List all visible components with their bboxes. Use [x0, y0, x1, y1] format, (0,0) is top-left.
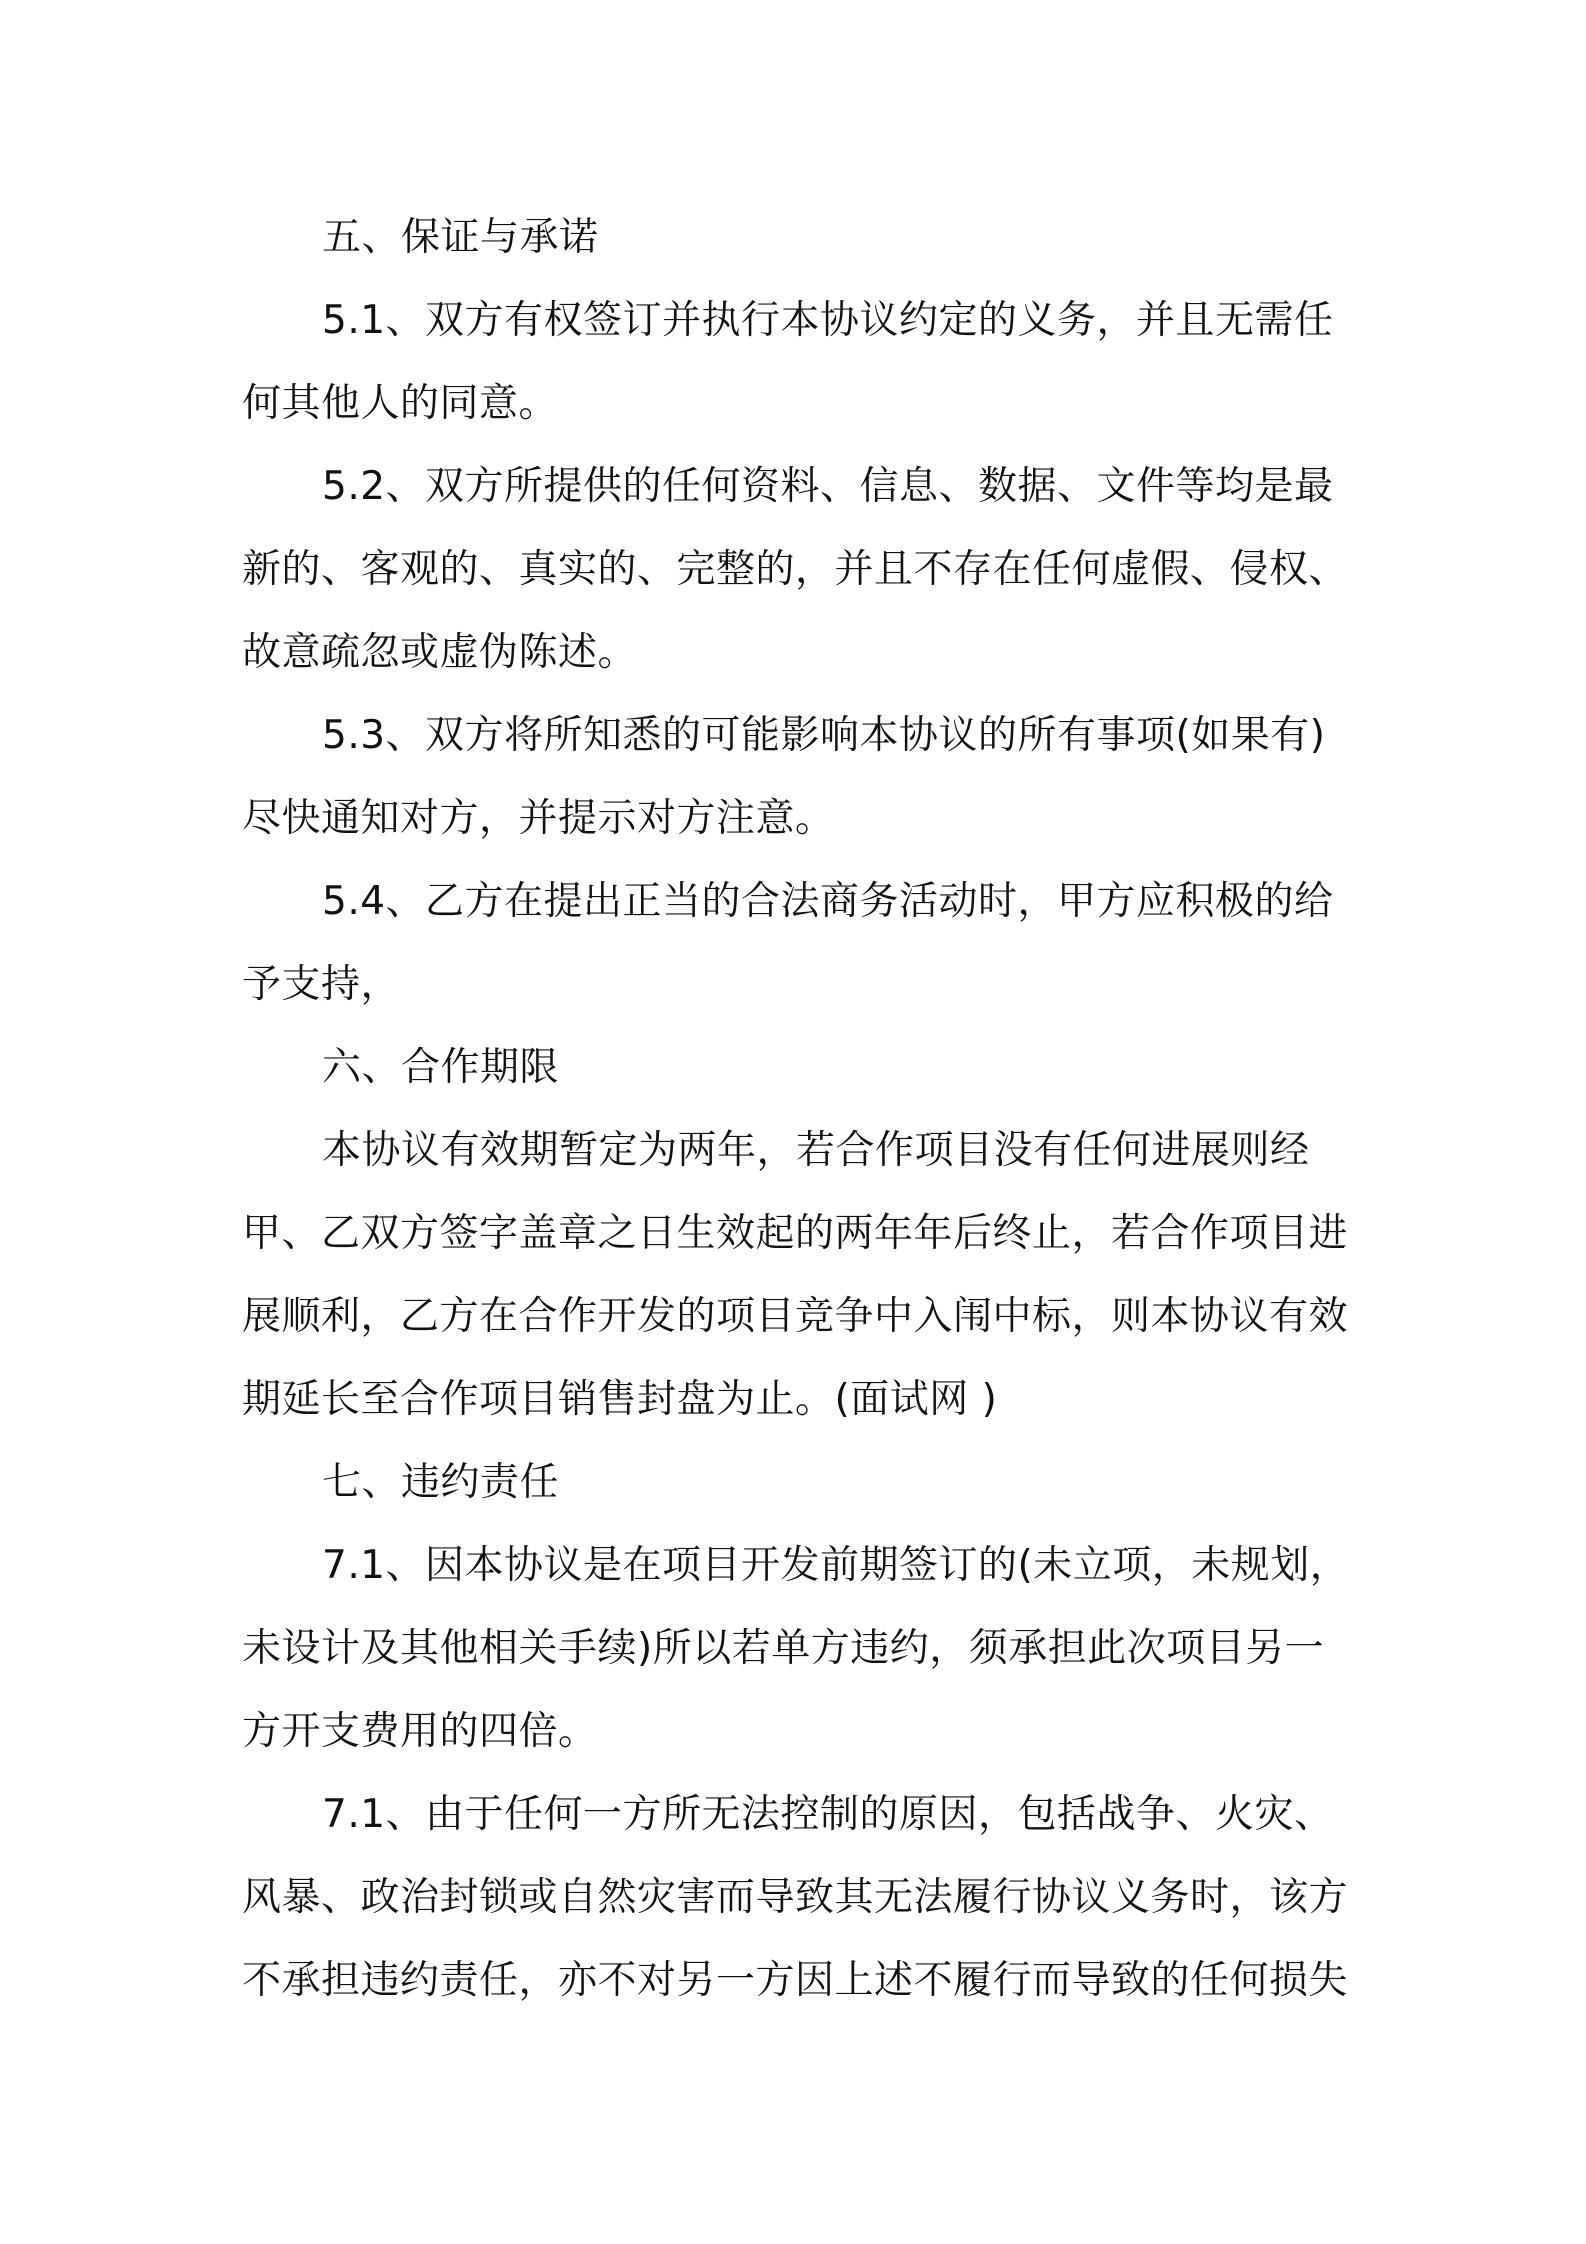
clause-5-3: 5.3、双方将所知悉的可能影响本协议的所有事项(如果有)尽快通知对方，并提示对方注意。: [242, 713, 1326, 841]
clause-5-4: 5.4、乙方在提出正当的合法商务活动时，甲方应积极的给予支持，: [242, 879, 1334, 1007]
clause-7-1-a: 7.1、因本协议是在项目开发前期签订的(未立项，未规划，未设计及其他相关手续)所以若单方违约，须承担此次项目另一方开支费用的四倍。: [242, 1543, 1350, 1754]
section-heading-term: 六、合作期限: [322, 1045, 560, 1090]
section-heading-guarantee: 五、保证与承诺: [322, 215, 599, 260]
clause-5-2: 5.2、双方所提供的任何资料、信息、数据、文件等均是最新的、客观的、真实的、完整的，并且不存在任何虚假、侵权、故意疏忽或虚伪陈述。: [242, 464, 1349, 675]
section-heading-breach: 七、违约责任: [322, 1460, 560, 1505]
clause-7-1-b: 7.1、由于任何一方所无法控制的原因，包括战争、火灾、风暴、政治封锁或自然灾害而导致其无法履行协议义务时，该方不承担违约责任，亦不对另一方因上述不履行而导致的任何损失: [242, 1792, 1349, 2003]
clause-5-1: 5.1、双方有权签订并执行本协议约定的义务，并且无需任何其他人的同意。: [242, 298, 1334, 426]
term-paragraph: 本协议有效期暂定为两年，若合作项目没有任何进展则经甲、乙双方签字盖章之日生效起的两年年后终止，若合作项目进展顺利，乙方在合作开发的项目竞争中入闱中标，则本协议有效期延长至合作项目销售封盘为止。(面试网 ): [242, 1128, 1349, 1422]
document-body: [242, 196, 1352, 2022]
